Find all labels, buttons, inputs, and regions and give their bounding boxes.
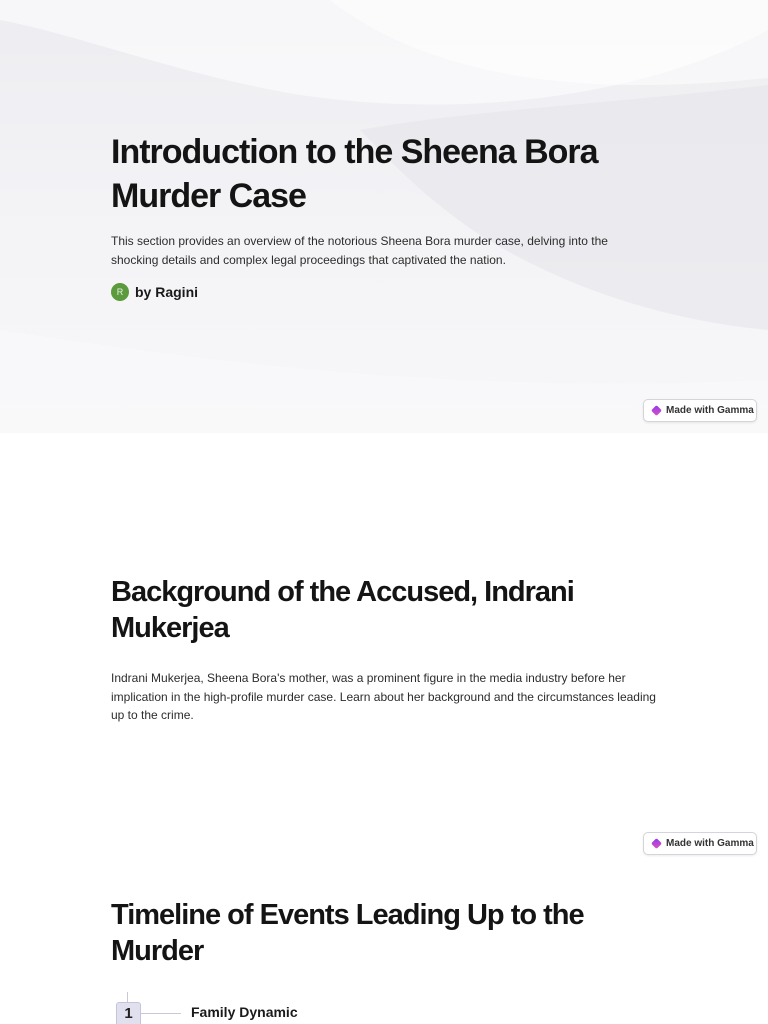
badge-label: Made with Gamma	[666, 405, 754, 416]
gamma-logo-icon	[651, 405, 662, 416]
made-with-gamma-button[interactable]	[643, 399, 757, 422]
gamma-logo-icon	[651, 838, 662, 849]
timeline-step-label: Family Dynamic	[191, 1004, 298, 1020]
avatar: R	[111, 283, 129, 301]
timeline-connector	[141, 1013, 181, 1014]
slide3-title: Timeline of Events Leading Up to the Murder	[111, 899, 584, 967]
slide1-description: This section provides an overview of the notorious Sheena Bora murder case, delving into the shocking details and complex legal proceedings that captivated the nation.	[111, 234, 608, 267]
slide1-title: Introduction to the Sheena Bora Murder Case	[111, 133, 598, 215]
made-with-gamma-button[interactable]	[643, 832, 757, 855]
author-byline	[111, 283, 198, 301]
slide2-description: Indrani Mukerjea, Sheena Bora's mother, was a prominent figure in the media industry before her implication in the high-profile murder case. Learn about her background and the circumstances leading up to the crime.	[111, 671, 656, 722]
title-slide	[0, 0, 768, 433]
timeline	[111, 990, 511, 1024]
timeline-step-number: 1	[116, 1002, 141, 1024]
author-name: by Ragini	[135, 284, 199, 300]
badge-label: Made with Gamma	[666, 838, 754, 849]
slide2-title: Background of the Accused, Indrani Mukerjea	[111, 576, 574, 644]
